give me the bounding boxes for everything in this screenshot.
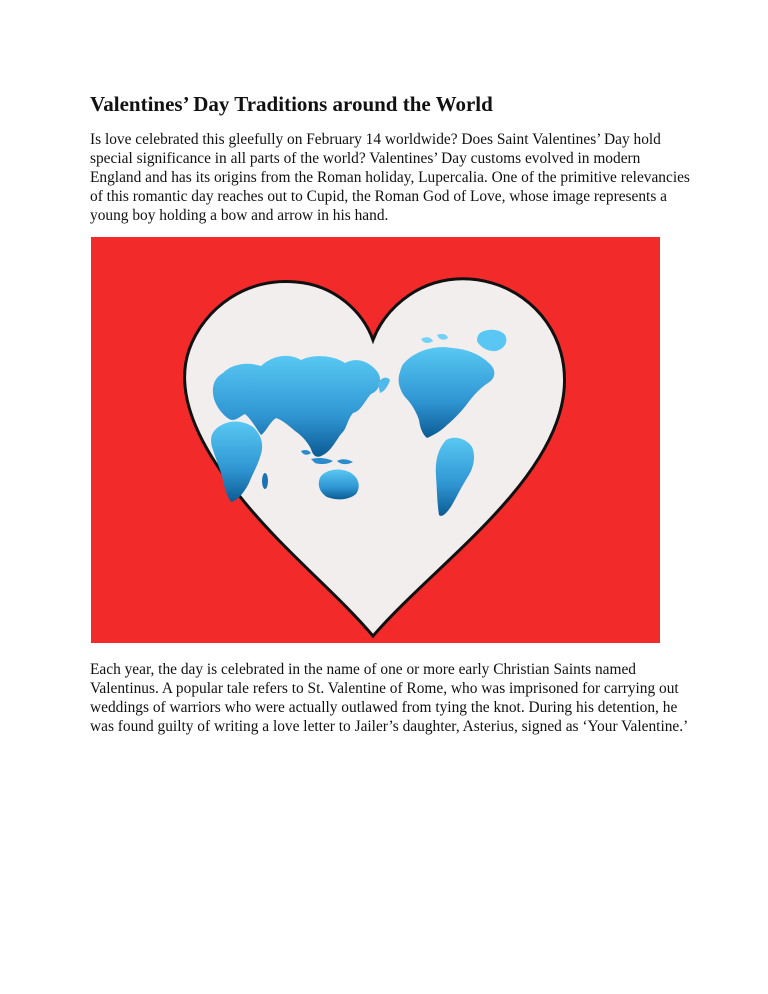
document-title: Valentines’ Day Traditions around the World [90,92,493,116]
valentine-heart-map-image [91,237,660,643]
history-paragraph: Each year, the day is celebrated in the name of one or more early Christian Saints named Valentinus. A popular tale refers to St. Valentine of Rome, who was imprisoned for carrying out weddings of warriors who were actually outlawed from tying the knot. During his detention, he was found guilty of writing a love letter to Jailer’s daughter, Asterius, signed as ‘Your Valentine.’ [90,661,689,735]
heart-world-map-illustration [91,237,660,643]
intro-paragraph: Is love celebrated this gleefully on February 14 worldwide? Does Saint Valentines’ Day hold special significance in all parts of the world? Valentines’ Day customs evolved in modern England and has its origins from the Roman holiday, Lupercalia. One of the primitive relevancies of this romantic day reaches out to Cupid, the Roman God of Love, whose image represents a young boy holding a bow and arrow in his hand. [90,131,690,224]
madagascar-island [262,473,268,489]
